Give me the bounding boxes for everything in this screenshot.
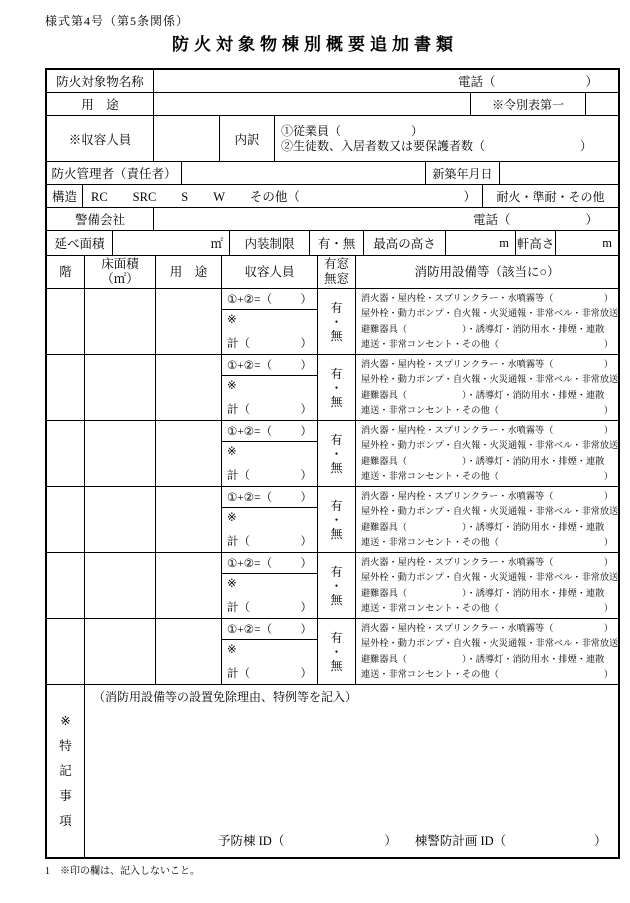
security-label: 警備会社 bbox=[47, 208, 154, 230]
prevention-id-close-paren: ） bbox=[384, 834, 397, 848]
capacity-total-close-paren: ） bbox=[300, 338, 312, 350]
floor-field bbox=[47, 355, 85, 420]
fire-manager-field bbox=[182, 162, 426, 184]
capacity-sum-close-paren: ） bbox=[300, 558, 312, 570]
col-use: 用 途 bbox=[156, 256, 222, 288]
equipment-line4-text: 連送・非常コンセント・その他（ bbox=[361, 536, 499, 547]
capacity-sum-line bbox=[222, 553, 317, 574]
capacity-total-close-paren: ） bbox=[300, 602, 312, 614]
page-title: 防火対象物棟別概要追加書類 bbox=[172, 35, 458, 54]
capacity-sum-close-paren: ） bbox=[300, 426, 312, 438]
floor-field bbox=[47, 487, 85, 552]
equipment-line-3 bbox=[361, 323, 613, 336]
window-no: 無 bbox=[330, 328, 343, 343]
floor-area-field bbox=[85, 289, 156, 354]
equipment-line1-close-paren: ） bbox=[603, 425, 613, 436]
window-no: 無 bbox=[330, 460, 343, 475]
col-capacity: 収容人員 bbox=[222, 256, 318, 288]
col-floor-area-line1: 床面積 bbox=[101, 257, 139, 271]
window-dot: ・ bbox=[330, 578, 343, 593]
capacity-asterisk: ※ bbox=[227, 644, 237, 656]
floor-row bbox=[47, 421, 618, 487]
equipment-line4-text: 連送・非常コンセント・その他（ bbox=[361, 470, 499, 481]
row-structure bbox=[47, 185, 618, 208]
window-dot: ・ bbox=[330, 314, 343, 329]
object-name-label: 防火対象物名称 bbox=[47, 70, 154, 92]
form-number: 様式第4号（第5条関係） bbox=[45, 14, 190, 28]
object-name-field bbox=[154, 70, 618, 92]
floor-row bbox=[47, 619, 618, 685]
structure-close-paren: ） bbox=[463, 190, 476, 204]
equipment-line3-prefix: 避難器具（ bbox=[361, 455, 407, 466]
built-date-field bbox=[500, 162, 618, 184]
equipment-line-1 bbox=[361, 292, 613, 305]
equipment-line-4 bbox=[361, 668, 613, 681]
students-line bbox=[281, 139, 612, 154]
capacity-total-line bbox=[227, 533, 312, 549]
window-no: 無 bbox=[330, 526, 343, 541]
capacity-total-line bbox=[227, 665, 312, 681]
window-dot: ・ bbox=[330, 380, 343, 395]
window-yes: 有 bbox=[330, 432, 343, 447]
window-yes: 有 bbox=[330, 300, 343, 315]
capacity-total-label: 計（ bbox=[227, 338, 250, 350]
interior-limit-label: 内装制限 bbox=[230, 231, 310, 255]
capacity-sum-line bbox=[222, 487, 317, 508]
capacity-total-label: 計（ bbox=[227, 404, 250, 416]
equipment-line2-text: 屋外栓・動力ポンプ・自火報・火災通報・非常ベル・非常放送 bbox=[361, 638, 618, 649]
equipment-line4-close-paren: ） bbox=[603, 470, 613, 481]
employees-label: ①従業員（ bbox=[281, 123, 342, 138]
equipment-line4-text: 連送・非常コンセント・その他（ bbox=[361, 404, 499, 415]
capacity-sum-line bbox=[222, 421, 317, 442]
capacity-sum-line bbox=[222, 289, 317, 310]
equipment-line4-close-paren: ） bbox=[603, 668, 613, 679]
capacity-total-line bbox=[227, 401, 312, 417]
equipment-line3-suffix: ）・誘導灯・消防用水・排煙・連散 bbox=[461, 587, 605, 598]
fire-manager-label: 防火管理者（責任者） bbox=[47, 162, 182, 184]
equipment-cell bbox=[356, 553, 618, 618]
window-yesno-cell bbox=[318, 355, 356, 420]
col-window-line1: 有窓 bbox=[323, 257, 349, 271]
equipment-line3-suffix: ）・誘導灯・消防用水・排煙・連散 bbox=[461, 653, 605, 664]
annex-table-label: ※令別表第一 bbox=[471, 93, 586, 115]
equipment-line4-text: 連送・非常コンセント・その他（ bbox=[361, 338, 499, 349]
capacity-sum-close-paren: ） bbox=[300, 360, 312, 372]
capacity-sum-close-paren: ） bbox=[300, 294, 312, 306]
security-phone-close-paren: ） bbox=[585, 213, 598, 227]
floor-field bbox=[47, 619, 85, 684]
equipment-line-1 bbox=[361, 490, 613, 503]
equipment-line1-text: 消火器・屋内栓・スプリンクラー・水噴霧等（ bbox=[361, 623, 554, 634]
phone-label: 電話（ bbox=[457, 75, 496, 89]
floor-use-field bbox=[156, 487, 222, 552]
floor-area-field bbox=[85, 553, 156, 618]
window-no: 無 bbox=[330, 658, 343, 673]
equipment-line1-close-paren: ） bbox=[603, 293, 613, 304]
capacity-field bbox=[154, 116, 220, 161]
window-no: 無 bbox=[330, 592, 343, 607]
window-yes: 有 bbox=[330, 564, 343, 579]
window-yesno-cell bbox=[318, 487, 356, 552]
equipment-line-1 bbox=[361, 358, 613, 371]
floor-field bbox=[47, 553, 85, 618]
capacity-total-label: 計（ bbox=[227, 536, 250, 548]
equipment-cell bbox=[356, 619, 618, 684]
equipment-line-1 bbox=[361, 424, 613, 437]
employees-close-paren: ） bbox=[411, 123, 424, 138]
special-notes-label bbox=[47, 685, 85, 857]
id-line bbox=[93, 831, 610, 849]
col-floor-area bbox=[85, 256, 156, 288]
footnote: 1 ※印の欄は、記入しないこと。 bbox=[45, 866, 200, 877]
capacity-sum-line bbox=[222, 619, 317, 640]
floor-area-field bbox=[85, 421, 156, 486]
floor-use-field bbox=[156, 619, 222, 684]
floor-use-field bbox=[156, 421, 222, 486]
capacity-total-close-paren: ） bbox=[300, 404, 312, 416]
floor-table-header bbox=[47, 256, 618, 289]
equipment-line1-text: 消火器・屋内栓・スプリンクラー・水噴霧等（ bbox=[361, 491, 554, 502]
equipment-line4-text: 連送・非常コンセント・その他（ bbox=[361, 602, 499, 613]
equipment-line3-prefix: 避難器具（ bbox=[361, 587, 407, 598]
equipment-line3-suffix: ）・誘導灯・消防用水・排煙・連散 bbox=[461, 455, 605, 466]
capacity-total-block bbox=[222, 640, 317, 684]
capacity-asterisk: ※ bbox=[227, 380, 237, 392]
equipment-line-3 bbox=[361, 587, 613, 600]
capacity-total-block bbox=[222, 442, 317, 486]
capacity-asterisk: ※ bbox=[227, 314, 237, 326]
capacity-total-close-paren: ） bbox=[300, 668, 312, 680]
capacity-total-label: 計（ bbox=[227, 602, 250, 614]
total-area-field: ㎡ bbox=[113, 231, 230, 255]
plan-id-close-paren: ） bbox=[594, 834, 607, 848]
max-height-field: m bbox=[446, 231, 516, 255]
equipment-line2-text: 屋外栓・動力ポンプ・自火報・火災通報・非常ベル・非常放送 bbox=[361, 308, 618, 319]
floor-capacity-cell bbox=[222, 487, 318, 552]
equipment-line4-close-paren: ） bbox=[603, 602, 613, 613]
phone-close-paren: ） bbox=[585, 75, 598, 89]
floor-area-field bbox=[85, 487, 156, 552]
equipment-line-2 bbox=[361, 373, 618, 386]
notes-label-char-1: 特 bbox=[59, 739, 72, 753]
capacity-sum-label: ①+②=（ bbox=[227, 624, 273, 636]
equipment-line1-text: 消火器・屋内栓・スプリンクラー・水噴霧等（ bbox=[361, 359, 554, 370]
equipment-line2-text: 屋外栓・動力ポンプ・自火報・火災通報・非常ベル・非常放送 bbox=[361, 506, 618, 517]
capacity-sum-close-paren: ） bbox=[300, 624, 312, 636]
notes-label-char-2: 記 bbox=[59, 764, 72, 778]
equipment-line4-close-paren: ） bbox=[603, 338, 613, 349]
floor-area-field bbox=[85, 619, 156, 684]
equipment-line-2 bbox=[361, 571, 618, 584]
equipment-line-4 bbox=[361, 338, 613, 351]
equipment-line-2 bbox=[361, 637, 618, 650]
equipment-line-2 bbox=[361, 505, 618, 518]
floor-use-field bbox=[156, 289, 222, 354]
equipment-line1-close-paren: ） bbox=[603, 557, 613, 568]
window-yesno-cell bbox=[318, 553, 356, 618]
floor-use-field bbox=[156, 355, 222, 420]
special-notes-field bbox=[85, 685, 618, 857]
prevention-id-label: 予防棟 ID（ bbox=[218, 834, 285, 848]
capacity-asterisk: ※ bbox=[227, 512, 237, 524]
equipment-line2-text: 屋外栓・動力ポンプ・自火報・火災通報・非常ベル・非常放送 bbox=[361, 572, 618, 583]
floor-row bbox=[47, 289, 618, 355]
breakdown-field bbox=[275, 116, 618, 161]
row-total-area bbox=[47, 231, 618, 256]
col-window bbox=[318, 256, 356, 288]
floor-capacity-cell bbox=[222, 421, 318, 486]
capacity-total-label: 計（ bbox=[227, 668, 250, 680]
capacity-sum-label: ①+②=（ bbox=[227, 426, 273, 438]
equipment-cell bbox=[356, 487, 618, 552]
floor-capacity-cell bbox=[222, 289, 318, 354]
special-notes-hint: （消防用設備等の設置免除理由、特例等を記入） bbox=[93, 690, 358, 704]
floor-field bbox=[47, 421, 85, 486]
window-yesno-cell bbox=[318, 289, 356, 354]
window-dot: ・ bbox=[330, 644, 343, 659]
equipment-line3-suffix: ）・誘導灯・消防用水・排煙・連散 bbox=[461, 323, 605, 334]
row-capacity bbox=[47, 116, 618, 162]
window-dot: ・ bbox=[330, 446, 343, 461]
notes-label-char-asterisk: ※ bbox=[60, 714, 71, 728]
structure-label: 構造 bbox=[47, 185, 83, 207]
use-label: 用 途 bbox=[47, 93, 154, 115]
col-window-line2: 無窓 bbox=[323, 272, 349, 286]
capacity-asterisk: ※ bbox=[227, 446, 237, 458]
special-notes-row bbox=[47, 685, 618, 857]
window-yesno-cell bbox=[318, 619, 356, 684]
notes-label-char-4: 項 bbox=[59, 814, 72, 828]
equipment-cell bbox=[356, 421, 618, 486]
interior-limit-yesno: 有・無 bbox=[310, 231, 364, 255]
equipment-line1-close-paren: ） bbox=[603, 491, 613, 502]
capacity-asterisk: ※ bbox=[227, 578, 237, 590]
capacity-sum-label: ①+②=（ bbox=[227, 360, 273, 372]
equipment-line3-prefix: 避難器具（ bbox=[361, 389, 407, 400]
floor-area-field bbox=[85, 355, 156, 420]
capacity-total-line bbox=[227, 335, 312, 351]
equipment-line4-close-paren: ） bbox=[603, 536, 613, 547]
floor-capacity-cell bbox=[222, 553, 318, 618]
window-yes: 有 bbox=[330, 366, 343, 381]
window-yes: 有 bbox=[330, 498, 343, 513]
capacity-sum-close-paren: ） bbox=[300, 492, 312, 504]
equipment-line1-close-paren: ） bbox=[603, 623, 613, 634]
equipment-line-4 bbox=[361, 470, 613, 483]
floor-row bbox=[47, 487, 618, 553]
structure-options bbox=[83, 185, 483, 207]
col-floor-area-line2: （㎡） bbox=[101, 272, 139, 286]
equipment-line2-text: 屋外栓・動力ポンプ・自火報・火災通報・非常ベル・非常放送 bbox=[361, 374, 618, 385]
security-phone-label: 電話（ bbox=[472, 213, 511, 227]
equipment-line3-suffix: ）・誘導灯・消防用水・排煙・連散 bbox=[461, 389, 605, 400]
row-use bbox=[47, 93, 618, 116]
employees-line bbox=[281, 124, 612, 139]
floor-capacity-cell bbox=[222, 355, 318, 420]
fire-class-label: 耐火・準耐・その他 bbox=[496, 189, 605, 204]
equipment-line-3 bbox=[361, 389, 613, 402]
capacity-sum-line bbox=[222, 355, 317, 376]
equipment-cell bbox=[356, 289, 618, 354]
equipment-line-2 bbox=[361, 307, 618, 320]
capacity-sum-label: ①+②=（ bbox=[227, 294, 273, 306]
students-close-paren: ） bbox=[579, 138, 592, 153]
floor-row bbox=[47, 553, 618, 619]
equipment-line-4 bbox=[361, 404, 613, 417]
capacity-total-block bbox=[222, 574, 317, 618]
breakdown-label: 内訳 bbox=[220, 116, 275, 161]
equipment-line1-text: 消火器・屋内栓・スプリンクラー・水噴霧等（ bbox=[361, 293, 554, 304]
students-label: ②生徒数、入居者数又は要保護者数（ bbox=[281, 138, 486, 153]
equipment-cell bbox=[356, 355, 618, 420]
row-object-name bbox=[47, 70, 618, 93]
equipment-line4-close-paren: ） bbox=[603, 404, 613, 415]
capacity-total-block bbox=[222, 508, 317, 552]
equipment-line1-close-paren: ） bbox=[603, 359, 613, 370]
capacity-total-close-paren: ） bbox=[300, 470, 312, 482]
equipment-line1-text: 消火器・屋内栓・スプリンクラー・水噴霧等（ bbox=[361, 557, 554, 568]
capacity-sum-label: ①+②=（ bbox=[227, 492, 273, 504]
capacity-total-block bbox=[222, 376, 317, 420]
window-yesno-cell bbox=[318, 421, 356, 486]
floor-field bbox=[47, 289, 85, 354]
main-form-table bbox=[45, 68, 620, 859]
floor-use-field bbox=[156, 553, 222, 618]
equipment-line-1 bbox=[361, 622, 613, 635]
equipment-line3-prefix: 避難器具（ bbox=[361, 323, 407, 334]
window-no: 無 bbox=[330, 394, 343, 409]
total-area-label: 延べ面積 bbox=[47, 231, 113, 255]
row-fire-manager bbox=[47, 162, 618, 185]
eaves-height-field: m bbox=[602, 235, 612, 250]
capacity-total-close-paren: ） bbox=[300, 536, 312, 548]
security-field bbox=[154, 208, 618, 230]
window-yes: 有 bbox=[330, 630, 343, 645]
structure-options-text: RC SRC S W その他（ bbox=[91, 190, 300, 204]
equipment-line-3 bbox=[361, 521, 613, 534]
floor-capacity-cell bbox=[222, 619, 318, 684]
notes-label-char-3: 事 bbox=[59, 789, 72, 803]
equipment-line3-prefix: 避難器具（ bbox=[361, 521, 407, 532]
equipment-line-3 bbox=[361, 455, 613, 468]
built-date-label: 新築年月日 bbox=[426, 162, 500, 184]
annex-table-field bbox=[586, 93, 618, 115]
capacity-total-line bbox=[227, 599, 312, 615]
equipment-line1-text: 消火器・屋内栓・スプリンクラー・水噴霧等（ bbox=[361, 425, 554, 436]
equipment-line-3 bbox=[361, 653, 613, 666]
equipment-line-2 bbox=[361, 439, 618, 452]
max-height-label: 最高の高さ bbox=[364, 231, 446, 255]
equipment-line3-prefix: 避難器具（ bbox=[361, 653, 407, 664]
col-equipment: 消防用設備等（該当に○） bbox=[414, 264, 560, 279]
equipment-line2-text: 屋外栓・動力ポンプ・自火報・火災通報・非常ベル・非常放送 bbox=[361, 440, 618, 451]
row-security bbox=[47, 208, 618, 231]
capacity-total-label: 計（ bbox=[227, 470, 250, 482]
capacity-total-line bbox=[227, 467, 312, 483]
capacity-label: ※収容人員 bbox=[47, 116, 154, 161]
equipment-line-1 bbox=[361, 556, 613, 569]
col-floor: 階 bbox=[47, 256, 85, 288]
window-dot: ・ bbox=[330, 512, 343, 527]
floor-row bbox=[47, 355, 618, 421]
eaves-height-label: 軒高さ bbox=[516, 231, 556, 255]
use-field bbox=[154, 93, 471, 115]
equipment-line-4 bbox=[361, 536, 613, 549]
capacity-total-block bbox=[222, 310, 317, 354]
equipment-line-4 bbox=[361, 602, 613, 615]
plan-id-label: 棟警防計画 ID（ bbox=[414, 834, 507, 848]
equipment-line3-suffix: ）・誘導灯・消防用水・排煙・連散 bbox=[461, 521, 605, 532]
capacity-sum-label: ①+②=（ bbox=[227, 558, 273, 570]
equipment-line4-text: 連送・非常コンセント・その他（ bbox=[361, 668, 499, 679]
